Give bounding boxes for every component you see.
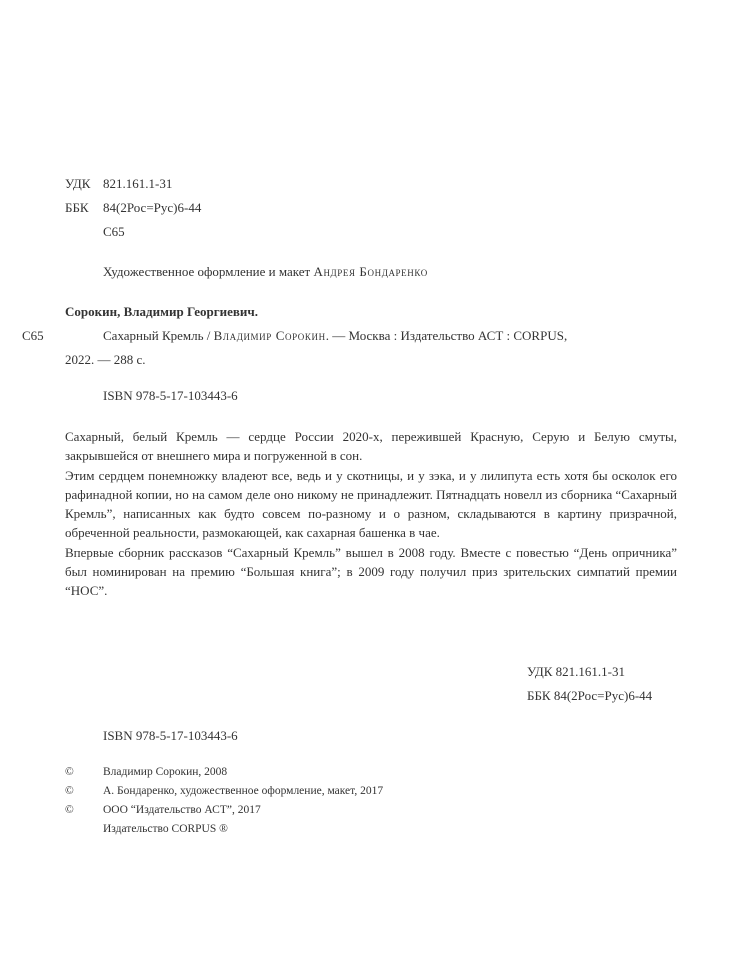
title-line bbox=[103, 328, 567, 344]
copyright-text: ООО “Издательство АСТ”, 2017 bbox=[103, 804, 261, 816]
design-credit-name: Андрея Бондаренко bbox=[313, 264, 428, 279]
footer-bbk: ББК 84(2Рос=Рус)6-44 bbox=[527, 688, 653, 703]
annotation bbox=[65, 427, 677, 601]
book-author-caps: Владимир Сорокин bbox=[213, 328, 326, 343]
author-heading: Сорокин, Владимир Георгиевич. bbox=[65, 304, 258, 319]
bbk-row bbox=[65, 200, 201, 216]
udk-value: 821.161.1-31 bbox=[103, 176, 173, 191]
author-mark: С65 bbox=[103, 224, 125, 239]
copyright-text: Владимир Сорокин, 2008 bbox=[103, 766, 228, 778]
udk-row bbox=[65, 176, 172, 192]
margin-mark: С65 bbox=[22, 328, 44, 343]
year-pages: 2022. — 288 с. bbox=[65, 352, 146, 367]
copyright-row bbox=[65, 804, 261, 816]
footer-udk: УДК 821.161.1-31 bbox=[527, 664, 626, 679]
annotation-paragraph-3: Впервые сборник рассказов “Сахарный Кремль” вышел в 2008 году. Вместе с повестью “День опричника” был номинирован на премию “Большая книга”; в 2009 году получил приз зрительских симпатий премии “НОС”. bbox=[65, 544, 677, 599]
design-credit bbox=[103, 264, 428, 280]
bbk-label: ББК bbox=[65, 200, 89, 215]
copyright-text: Издательство CORPUS ® bbox=[103, 823, 228, 835]
copyright-text: А. Бондаренко, художественное оформление, макет, 2017 bbox=[103, 785, 384, 797]
footer-isbn: ISBN 978-5-17-103443-6 bbox=[103, 728, 238, 743]
copyright-symbol: © bbox=[65, 804, 74, 816]
isbn-entry: ISBN 978-5-17-103443-6 bbox=[103, 388, 238, 403]
copyright-symbol: © bbox=[65, 785, 74, 797]
udk-label: УДК bbox=[65, 176, 91, 191]
bbk-value: 84(2Рос=Рус)6-44 bbox=[103, 200, 202, 215]
annotation-paragraph-1: Сахарный, белый Кремль — сердце России 2020-х, пережившей Красную, Серую и Белую смуты, закрывшейся от внешнего мира и погруженной в сон. bbox=[65, 429, 677, 464]
copyright-row bbox=[65, 766, 227, 778]
design-credit-prefix: Художественное оформление и макет bbox=[103, 264, 314, 279]
annotation-paragraph-2: Этим сердцем понемножку владеют все, ведь и у скотницы, и у зэка, и у лилипута есть хотя бы осколок его рафинадной копии, но на самом деле оно никому не принадлежит. Пятнадцать новелл из сборника “Сахарный Кремль”, написанных как будто совсем по-разному и о разном, складываются в картину призрачной, обреченной реальности, размокающей, как сахарная башенка в чае. bbox=[65, 467, 677, 541]
copyright-symbol: © bbox=[65, 766, 74, 778]
copyright-row bbox=[65, 785, 383, 797]
copyright-symbol bbox=[65, 823, 103, 835]
copyright-row bbox=[65, 823, 228, 835]
book-title: Сахарный Кремль / bbox=[103, 328, 214, 343]
publisher: . — Москва : Издательство АСТ : CORPUS, bbox=[325, 328, 568, 343]
